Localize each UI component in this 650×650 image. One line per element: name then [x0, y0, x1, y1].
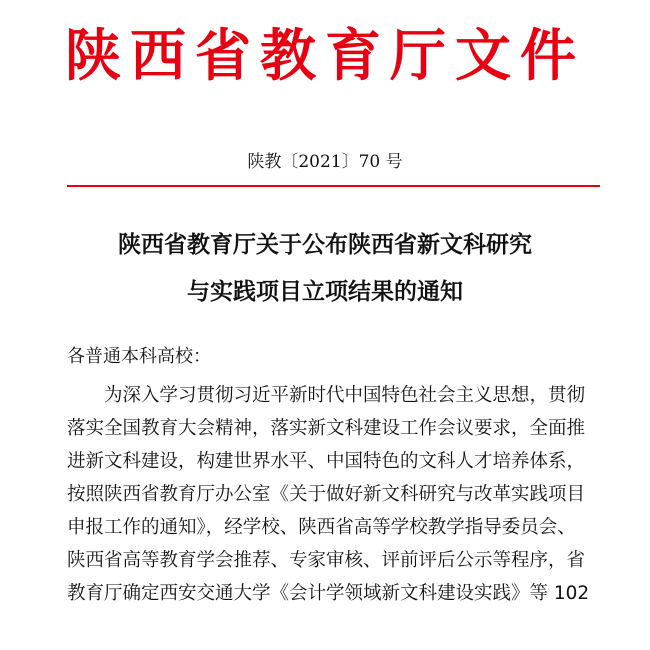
paragraph-line: 按照陕西省教育厅办公室《关于做好新文科研究与改革实践项目	[67, 484, 586, 505]
paragraph-line: 进新文科建设，构建世界水平、中国特色的文科人才培养体系，	[67, 451, 586, 472]
paragraph-line: 申报工作的通知》，经学校、陕西省高等学校教学指导委员会、	[67, 517, 576, 538]
body-paragraph	[67, 379, 607, 610]
paragraph-line: 教育厅确定西安交通大学《会计学领域新文科建设实践》等 102	[67, 583, 590, 604]
notice-title-line-2: 与实践项目立项结果的通知	[187, 278, 463, 305]
paragraph-line: 陕西省高等教育学会推荐、专家审核、评前评后公示等程序，省	[67, 550, 586, 571]
paragraph-line: 落实全国教育大会精神，落实新文科建设工作会议要求，全面推	[67, 418, 586, 439]
paragraph-line: 为深入学习贯彻习近平新时代中国特色社会主义思想，贯彻	[104, 385, 586, 406]
red-divider-line	[67, 185, 600, 187]
document-number: 陕教〔2021〕70 号	[247, 152, 403, 172]
notice-title-line-1: 陕西省教育厅关于公布陕西省新文科研究	[118, 231, 532, 258]
salutation: 各普通本科高校：	[67, 346, 211, 367]
masthead-title: 陕西省教育厅文件	[65, 23, 585, 89]
